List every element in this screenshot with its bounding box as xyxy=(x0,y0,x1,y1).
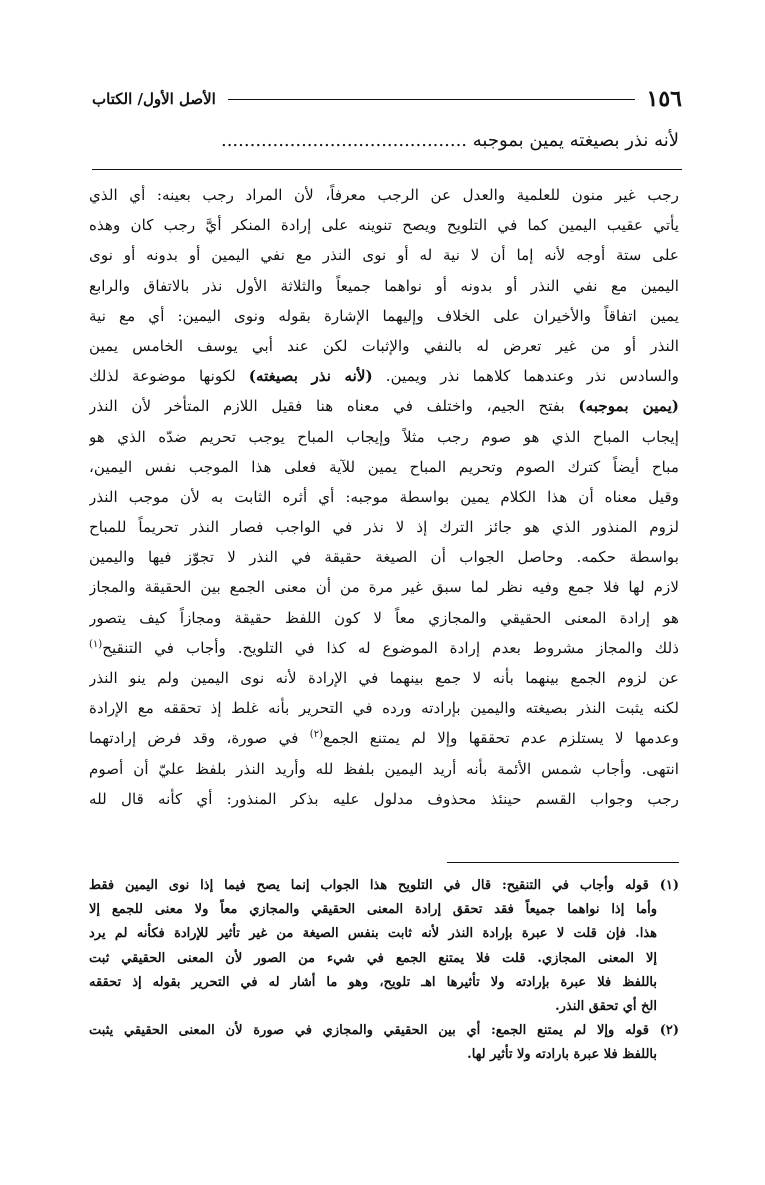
running-head-rule xyxy=(228,99,635,100)
body-line-14: لازم لها فلا جمع وفيه نظر لما سبق غير مرة من أن معنى الجمع بين الحقيقة والمجاز xyxy=(89,578,679,597)
footnote-1-line-6: الخ أي تحقق النذر. xyxy=(555,998,657,1014)
body-text-segment: لكونها موضوعة لذلك xyxy=(89,367,236,386)
body-line-2: يأتي عقيب اليمين كما في التلويح ويصح تنوينه على إرادة المنكر أيَّ رجب كان وهذه xyxy=(89,216,679,235)
body-line-8 xyxy=(89,391,679,421)
body-line-21: رجب وجواب القسم حينئذ محذوف مدلول عليه بذكر المنذور: أي كأنه قال لله xyxy=(89,789,679,808)
body-line-17: عن لزوم الجمع بينهما بأنه لا جمع بينهما في الإرادة لأنه نوى اليمين ولم ينو النذر xyxy=(89,669,679,687)
body-line-20: انتهى. وأجاب شمس الأئمة بأنه أريد اليمين بلفظ لله وأريد النذر بلفظ عليّ أن أصوم xyxy=(89,759,679,778)
body-line-12: لزوم المنذور الذي هو جائز الترك إذ لا نذر في الواجب فصار النذر تحريماً للمباح xyxy=(89,518,679,537)
commentary-body xyxy=(89,180,679,814)
footnote-1-line-3: هذا. فإن قلت لا عبرة بإرادة النذر لأنه ثابت بنفس الصيغة من غير تأثير للإرادة فكأنه لم يرد xyxy=(89,926,657,942)
footnote-1-line-4: إلا المعنى المجازي. قلت فلا يمتنع الجمع في شيء من الصور لأن المعنى الحقيقي ثبت xyxy=(89,950,657,966)
footnote-1-line-1: (١) قوله وأجاب في التنقيح: قال في التلويح هذا الجواب إنما يصح فيما إذا نوى اليمين فقط xyxy=(89,878,679,893)
footnote-2-line-1: (٢) قوله وإلا لم يمتنع الجمع: أي بين الحقيقي والمجازي في صورة لأن المعنى الحقيقي يثبت xyxy=(89,1023,679,1039)
running-title: الأصل الأول/ الكتاب xyxy=(92,90,216,108)
body-line-1: رجب غير منون للعلمية والعدل عن الرجب معرفاً، لأن المراد رجب بعينه: أي الذي xyxy=(89,186,679,204)
running-head xyxy=(92,86,682,112)
body-line-9: إيجاب المباح الذي هو صوم رجب مثلاً وإيجاب المباح يوجب تحريم ضدّه الذي هو xyxy=(89,427,679,446)
body-text-segment: والسادس نذر وعندهما كلاهما نذر ويمين. xyxy=(385,367,679,386)
body-line-19 xyxy=(89,723,679,753)
footnote-divider xyxy=(447,862,679,863)
body-line-10: مباح أيضاً كترك الصوم وتحريم المباح يمين للآية فعلى هذا الموجب نفس اليمين، xyxy=(89,457,679,476)
body-line-13: بواسطة حكمه. وحاصل الجواب أن الصيغة حقيقة في النذر لا تجوّز فيها واليمين xyxy=(89,548,679,567)
body-line-6: النذر أو من غير تعرض له بالنفي والإثبات لكن عند أبي يوسف الخامس يمين xyxy=(89,336,679,355)
body-line-7 xyxy=(89,361,679,391)
matn-divider xyxy=(92,169,682,170)
body-line-3: على ستة أوجه لأنه إما أن لا نية له أو نوى النذر مع نفي اليمين أو بدونه أو نوى xyxy=(89,246,679,265)
body-text-segment: وعدمها لا يستلزم عدم تحققها وإلا لم يمتنع الجمع xyxy=(322,729,679,748)
footnote-marker-1[interactable]: (١) xyxy=(89,638,103,650)
body-line-16 xyxy=(89,633,679,663)
body-line-5: يمين اتفاقاً والأخيران على الخلاف وإليهما الإشارة بقوله ونوى اليمين: أي مع نية xyxy=(89,306,679,325)
footnotes xyxy=(89,874,679,1068)
body-line-18: لكنه يثبت النذر بصيغته واليمين بإرادته ورده في التحرير بأنه غلط إذ تحققه مع الإرادة xyxy=(89,699,679,718)
matn-quote: (يمين بموجبه) xyxy=(578,397,679,416)
body-text-segment: بفتح الجيم، واختلف في معناه هنا فقيل اللازم المتأخر لأن النذر xyxy=(89,397,565,416)
body-text-segment: في صورة، وقد فرض إرادتهما xyxy=(89,729,299,748)
footnote-1-line-5: باللفظ فلا عبرة بإرادته ولا تأثيرها اهـ تلويح، وهو ما أشار له في التحرير بقوله إذ تحققه xyxy=(89,974,657,990)
body-line-15: هو إرادة المعنى الحقيقي والمجازي معاً لا كون اللفظ حقيقة ومجازاً كيف يتصور xyxy=(89,608,679,627)
body-line-11: وقيل معناه أن هذا الكلام يمين بواسطة موجبه: أي أثره الثابت به لأن موجب النذر xyxy=(89,487,679,506)
page-number: ١٥٦ xyxy=(646,86,682,112)
footnote-1-line-2: وأما إذا نواهما جميعاً فقد تحقق إرادة المعنى الحقيقي والمجازي معاً ولا معنى للجمع إلا xyxy=(89,902,657,918)
body-line-4: اليمين مع نفي النذر أو بدونه أو نواهما جميعاً والثلاثة الأول نذر بالاتفاق والرابع xyxy=(89,276,679,295)
matn-quote: (لأنه نذر بصيغته) xyxy=(248,367,373,386)
body-text-segment: ذلك والمجاز مشروط بعدم إرادة الموضوع له كذا في التلويح. وأجاب في التنقيح xyxy=(102,638,679,657)
footnote-marker-2[interactable]: (٢) xyxy=(309,729,323,741)
footnote-2-line-2: باللفظ فلا عبرة بارادته ولا تأثير لها. xyxy=(467,1047,657,1063)
matn-text: لأنه نذر بصيغته يمين بموجبه ........................................... xyxy=(220,130,679,151)
